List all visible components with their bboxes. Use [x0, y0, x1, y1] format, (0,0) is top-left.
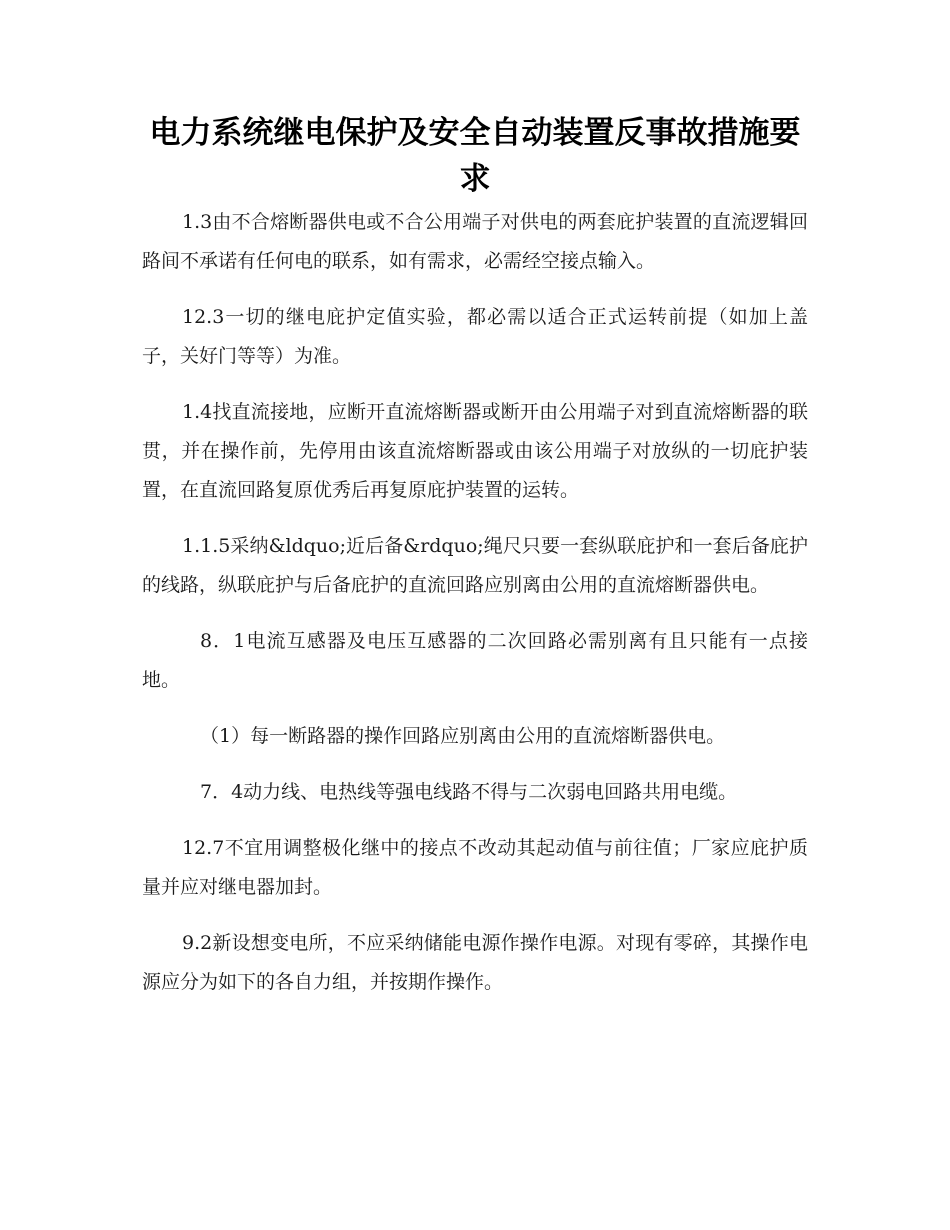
- document-body: [142, 203, 808, 1019]
- paragraph-2: 12.3一切的继电庇护定值实验，都必需以适合正式运转前提（如加上盖子，关好门等等）为准。: [142, 306, 808, 367]
- paragraph-3: 1.4找直流接地，应断开直流熔断器或断开由公用端子对到直流熔断器的联贯，并在操作前，先停用由该直流熔断器或由该公用端子对放纵的一切庇护装置，在直流回路复原优秀后再复原庇护装置的运转。: [142, 401, 808, 501]
- paragraph-6: （1）每一断路器的操作回路应别离由公用的直流熔断器供电。: [200, 725, 726, 747]
- paragraph-4: 1.1.5采纳&ldquo;近后备&rdquo;绳尺只要一套纵联庇护和一套后备庇护的线路，纵联庇护与后备庇护的直流回路应别离由公用的直流熔断器供电。: [142, 535, 808, 596]
- paragraph-7: 7．4动力线、电热线等强电线路不得与二次弱电回路共用电缆。: [200, 781, 738, 803]
- paragraph-5: 8．1电流互感器及电压互感器的二次回路必需别离有且只能有一点接地。: [142, 630, 808, 691]
- paragraph-8: 12.7不宜用调整极化继中的接点不改动其起动值与前往值；厂家应庇护质量并应对继电器加封。: [142, 837, 808, 898]
- paragraph-9: 9.2新设想变电所，不应采纳储能电源作操作电源。对现有零碎，其操作电源应分为如下的各自力组，并按期作操作。: [142, 932, 808, 993]
- document-title: 电力系统继电保护及安全自动装置反事故措施要求: [149, 115, 801, 197]
- paragraph-1: 1.3由不合熔断器供电或不合公用端子对供电的两套庇护装置的直流逻辑回路间不承诺有任何电的联系，如有需求，必需经空接点输入。: [142, 211, 808, 272]
